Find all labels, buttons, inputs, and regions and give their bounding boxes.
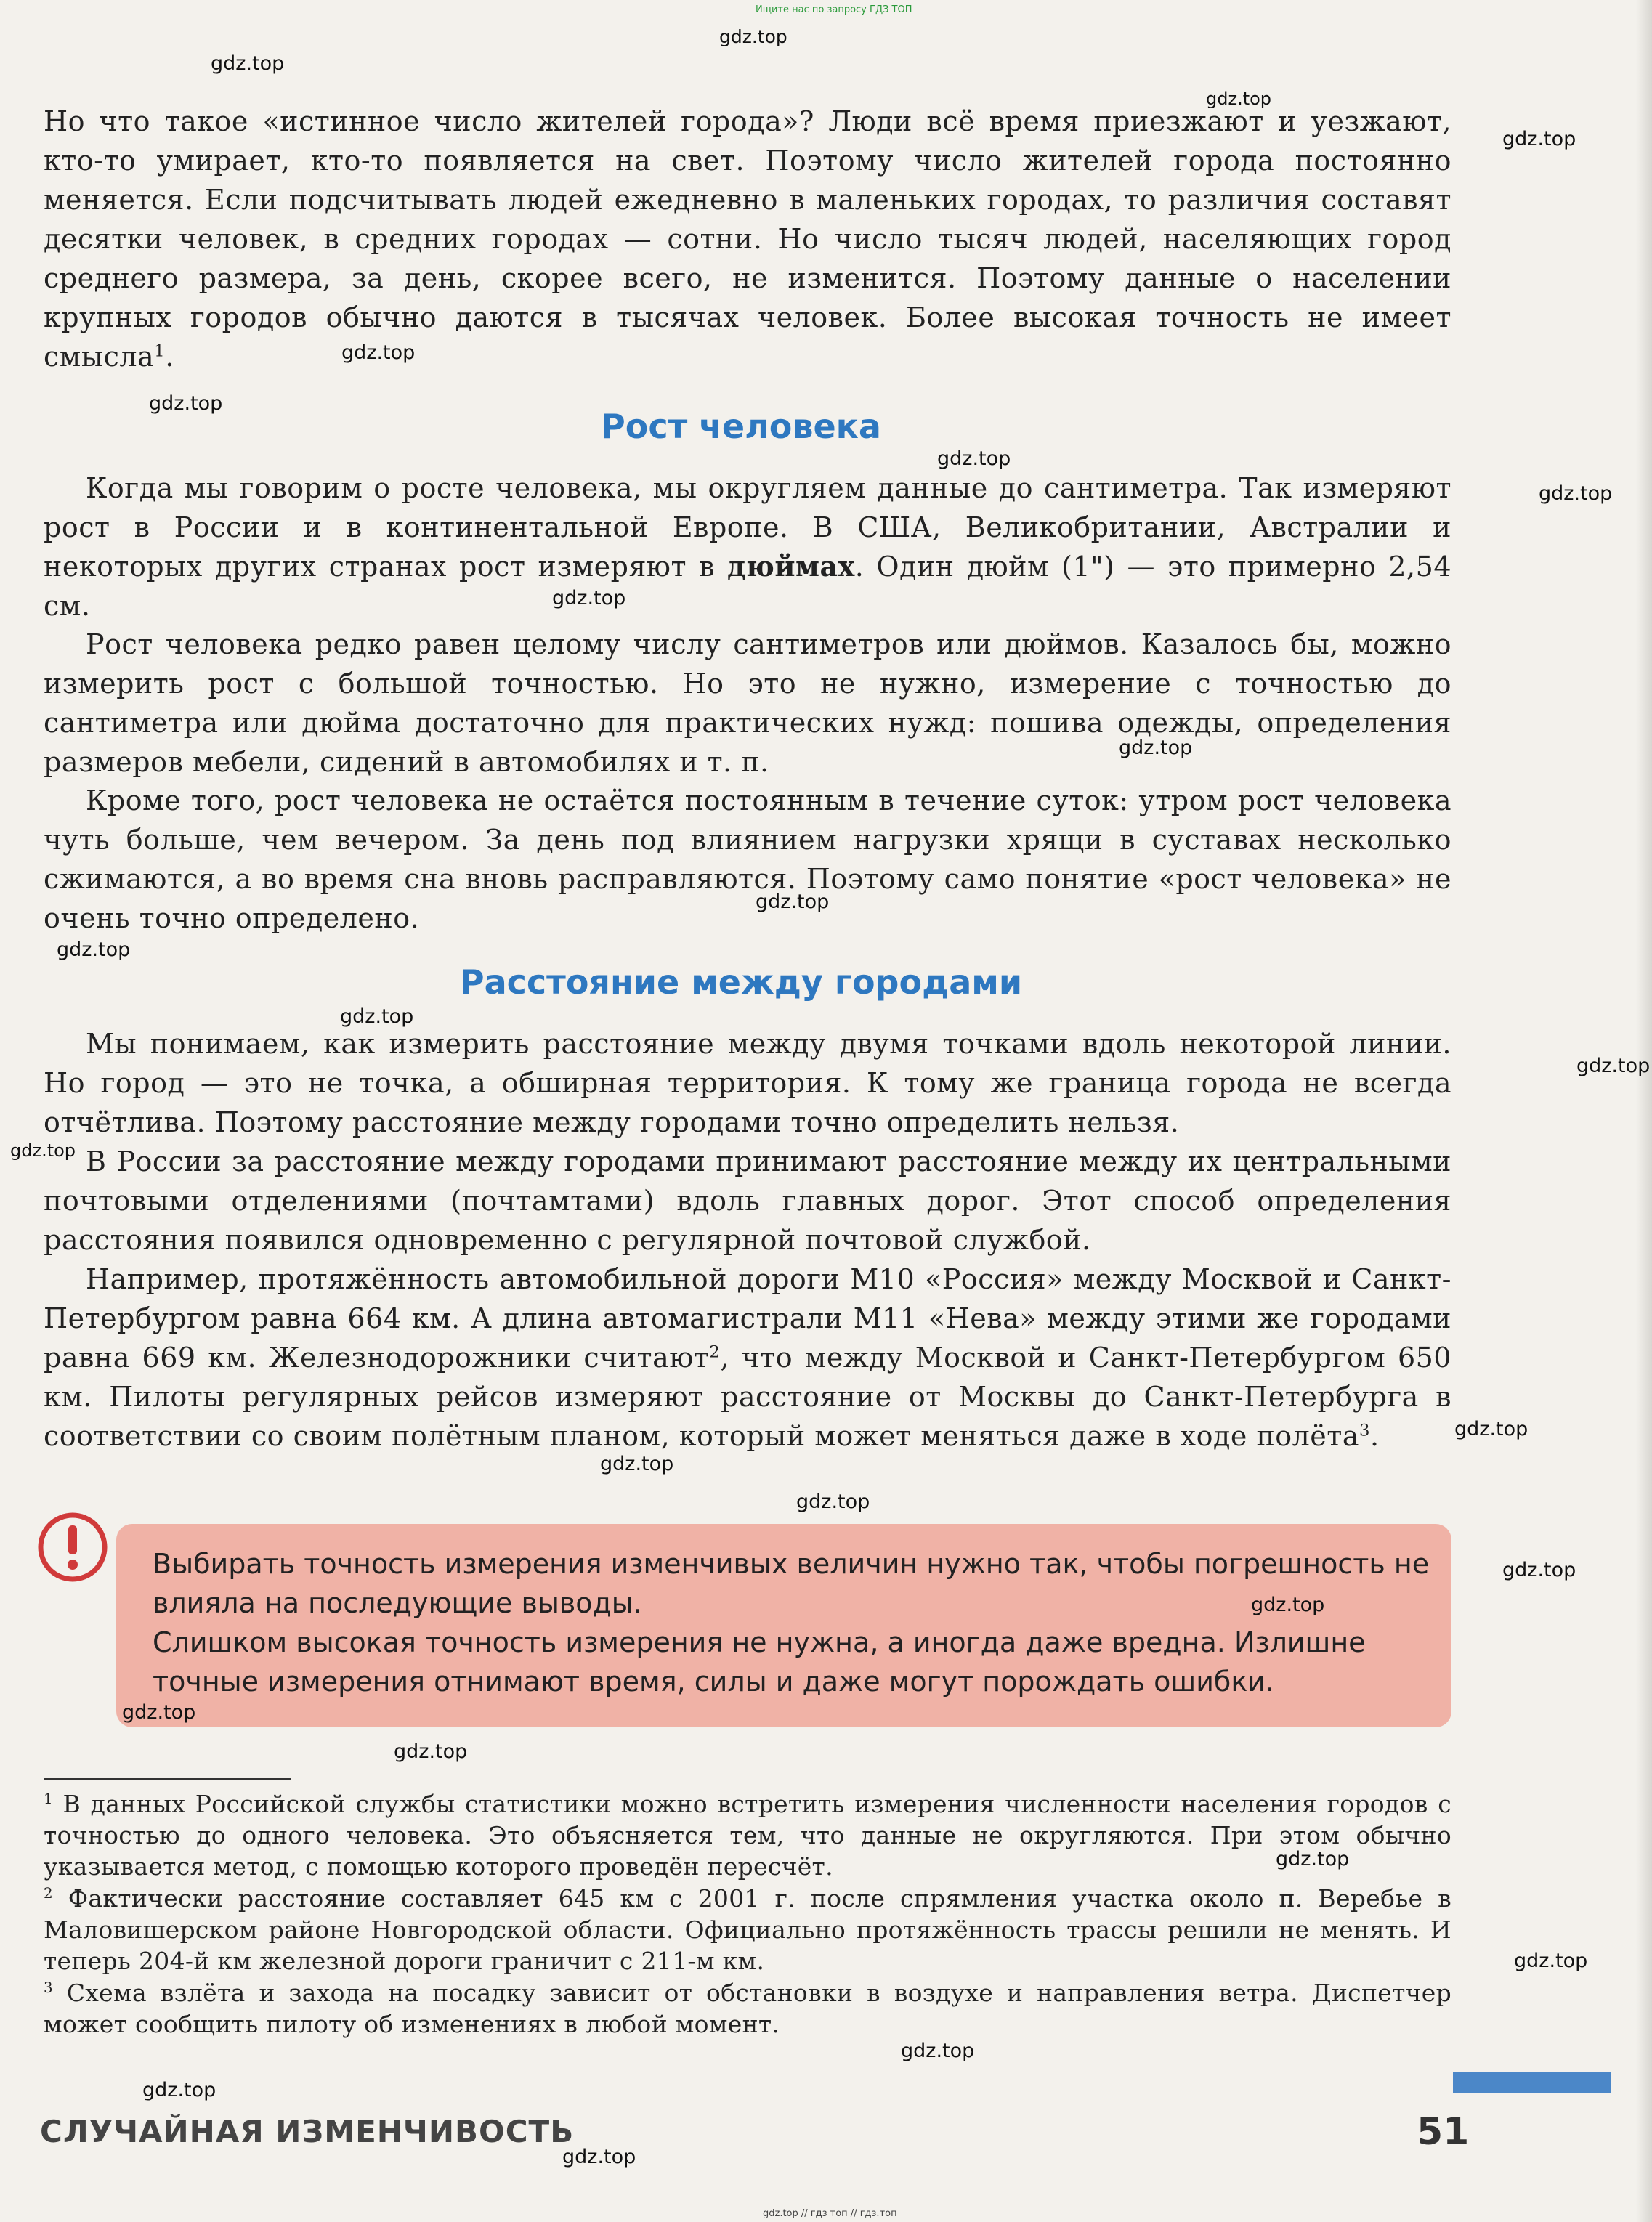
footnote-divider (44, 1778, 291, 1780)
watermark: gdz.top (1206, 89, 1272, 109)
paragraph-population: Но что такое «истинное число жителей города»? Люди всё время приезжают и уезжают, кто-то умирает, кто-то появляется на свет. Поэтому число жителей города постоянно меняется. Если подсчитывать людей ежедневно в маленьких городах, то различия составят десятки человек, в средних городах — сотни. Но число тысяч людей, населяющих город среднего размера, за день, скорее всего, не изменится. Поэтому данные о населении крупных городов обычно даются в тысячах человек. Более высокая точность не имеет смысла$^1$. (44, 105, 1451, 373)
paragraph-distance-russia: В России за расстояние между городами принимают расстояние между их центральными почтовыми отделениями (почтамтами) вдоль главных дорог. Этот способ определения расстояния появился одновременно с регулярной почтовой службой. (44, 1146, 1451, 1256)
callout-line-1: Выбирать точность измерения изменчивых величин нужно так, чтобы погрешность не влияла на последующие выводы. (153, 1548, 1430, 1619)
watermark: gdz.top (562, 2146, 636, 2168)
watermark: gdz.top (211, 52, 285, 75)
paragraph-text: Но что такое «истинное число жителей города»? Люди всё время приезжают и уезжают, кто-то умирает, кто-то появляется на свет. Поэтому число жителей города постоянно меняется. Если подсчитывать людей ежедневно в маленьких городах, то различия составят десятки человек, в средних городах — сотни. Но число тысяч людей, населяющих город среднего размера, за день, скорее всего, не изменится. Поэтому данные о населении крупных городов обычно даются в тысячах человек. Более высокая точность не имеет смысла (44, 105, 1451, 373)
footnote-text: В данных Российской службы статистики можно встретить измерения численности населения городов с точностью до одного человека. Это объясняется тем, что данные не округляются. При этом обычно указывается метод, с помощью которого проведён пересчёт. (44, 1790, 1451, 1881)
watermark: gdz.top (10, 1140, 76, 1161)
paragraph-height-units (44, 469, 1451, 625)
callout-text (153, 1544, 1451, 1701)
paragraph-text: Когда мы говорим о росте человека, мы округляем данные до сантиметра. Так измеряют рост в России и в континентальной Европе. В США, Великобритании, Австралии и некоторых других странах рост измеряют в (44, 472, 1451, 583)
watermark: gdz.top (149, 392, 223, 415)
exclamation-icon (36, 1511, 109, 1584)
callout-line-2: Слишком высокая точность измерения не нужна, а иногда даже вредна. Излишне точные измерения отнимают время, силы и даже могут порождать ошибки. (153, 1626, 1366, 1698)
footnote-ref-2[interactable]: 2 (709, 1342, 721, 1362)
watermark: gdz.top (1502, 128, 1576, 150)
footnote-number: 2 (44, 1885, 53, 1902)
watermark: gdz.top (756, 891, 830, 913)
footnote-3 (44, 1977, 1451, 2040)
watermark: gdz.top (1502, 1559, 1576, 1581)
watermark: gdz.top (1251, 1594, 1325, 1616)
footnote-1 (44, 1788, 1451, 1882)
footnote-number: 3 (44, 1979, 53, 1996)
footnote-ref-3[interactable]: 3 (1359, 1421, 1370, 1440)
watermark: gdz.top (1514, 1950, 1588, 1972)
watermark: gdz.top (394, 1740, 468, 1763)
watermark: gdz.top (340, 1005, 414, 1028)
watermark: gdz.top (1576, 1055, 1651, 1077)
watermark: gdz.top (1276, 1848, 1350, 1870)
paragraph-text: . (1370, 1420, 1380, 1452)
footer-accent-bar (1453, 2072, 1611, 2093)
important-callout (116, 1524, 1451, 1727)
paragraph-height-variation: Кроме того, рост человека не остаётся постоянным в течение суток: утром рост человека чуть больше, чем вечером. За день под влиянием нагрузки хрящи в суставах несколько сжимаются, а во время сна вновь расправляются. Поэтому само понятие «рост человека» не очень точно определено. (44, 784, 1451, 934)
footnote-text: Фактически расстояние составляет 645 км с 2001 г. после спрямления участка около п. Веребье в Маловишерском районе Новгородской области. Официально протяжённость трассы решили не менять. И теперь 204-й км железной дороги граничит с 211-м км. (44, 1884, 1451, 1975)
watermark: gdz.top (796, 1491, 870, 1513)
footnote-text: Схема взлёта и захода на посадку зависит от обстановки в воздухе и направления ветра. Диспетчер может сообщить пилоту об изменениях в любой момент. (44, 1979, 1451, 2038)
paragraph-distance-example (44, 1260, 1451, 1456)
footnote-number: 1 (44, 1791, 53, 1807)
watermark: gdz.top (600, 1453, 674, 1475)
footnote-ref-1[interactable]: 1 (154, 341, 166, 361)
watermark: gdz.top (142, 2079, 216, 2101)
page-edge-shadow (1636, 0, 1652, 2222)
watermark: gdz.top (122, 1701, 196, 1724)
paragraph-distance-definition: Мы понимаем, как измерить расстояние между двумя точками вдоль некоторой линии. Но город — это не точка, а обширная территория. К тому же граница города не всегда отчётлива. Поэтому расстояние между городами точно определить нельзя. (44, 1028, 1451, 1138)
watermark: gdz.top (719, 26, 787, 47)
watermark: gdz.top (937, 447, 1011, 470)
watermark: gdz.top (901, 2040, 975, 2062)
section-heading-distance: Расстояние между городами (459, 962, 1023, 1002)
bold-term: дюймах (727, 550, 855, 583)
top-note: Ищите нас по запросу ГДЗ ТОП (756, 4, 912, 15)
watermark: gdz.top (552, 587, 626, 609)
paragraph-text: , что между Москвой и Санкт-Петербургом 650 км. Пилоты регулярных рейсов измеряют расстояние от Москвы до Санкт-Петербурга в соответствии со своим полётным планом, который может меняться даже в ходе полёта (44, 1342, 1451, 1452)
watermark: gdz.top (57, 938, 131, 961)
watermark: gdz.top (1539, 482, 1613, 505)
paragraph-text: Например, протяжённость автомобильной дороги М10 «Россия» между Москвой и Санкт-Петербургом равна 664 км. А длина автомагистрали М11 «Нева» между этими же городами равна 669 км. Железнодорожники считают (44, 1263, 1451, 1374)
bottom-note: gdz.top // гдз топ // гдз.топ (763, 2208, 897, 2219)
footnote-2 (44, 1883, 1451, 1976)
paragraph-height-precision: Рост человека редко равен целому числу сантиметров или дюймов. Казалось бы, можно измерить рост с большой точностью. Но это не нужно, измерение с точностью до сантиметра или дюйма достаточно для практических нужд: пошива одежды, определения размеров мебели, сидений в автомобилях и т. п. (44, 628, 1451, 778)
paragraph-text: . Один дюйм (1") — это примерно 2,54 см. (44, 551, 1451, 622)
watermark: gdz.top (1454, 1418, 1528, 1440)
watermark: gdz.top (1119, 737, 1193, 759)
page-number: 51 (1417, 2110, 1470, 2154)
watermark: gdz.top (341, 341, 416, 364)
section-heading-height: Рост человека (601, 407, 881, 446)
footer-chapter-title: СЛУЧАЙНАЯ ИЗМЕНЧИВОСТЬ (40, 2114, 575, 2149)
